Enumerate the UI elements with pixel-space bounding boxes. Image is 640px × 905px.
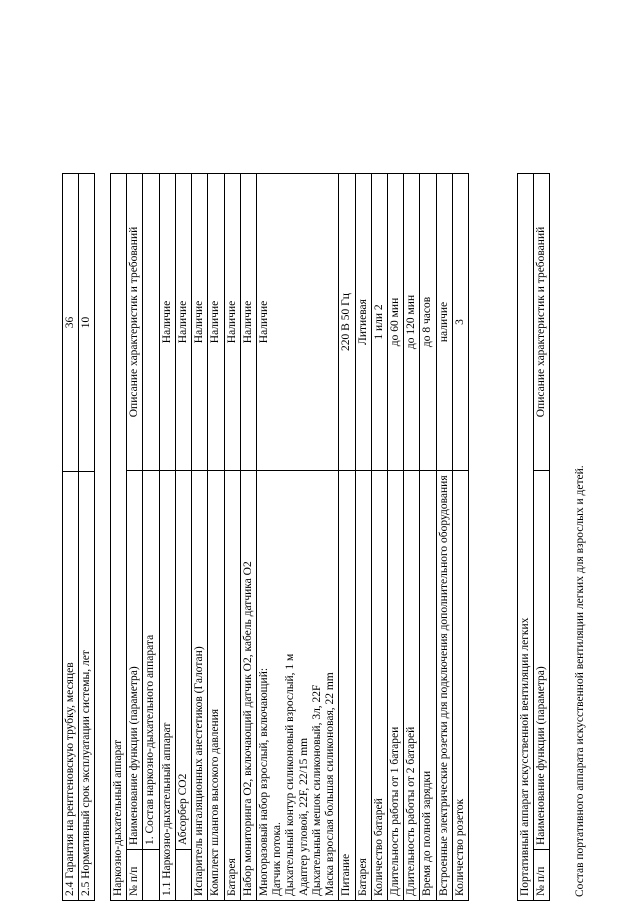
row-label: 2.5 Нормативный срок эксплуатации системы, лет — [79, 472, 95, 901]
param-value: Наличие — [256, 174, 338, 471]
param-name: Батарея — [355, 471, 371, 901]
table-row — [436, 174, 452, 901]
col-header-name: Наименование функции (параметра) — [534, 471, 550, 850]
param-name: Многоразовый набор взрослый, включающий: Датчик потока. Дыхательный контур силиконовый взрослый, 1 м Адаптер угловой, 22F, 22/15 mm Дыхательный мешок силиконовый, 3л, 22F Маска взрослая большая силиконовая, 22 mm — [256, 471, 338, 901]
table-row — [159, 174, 175, 901]
param-value: до 60 мин — [387, 174, 403, 471]
row-value: 36 — [63, 174, 79, 472]
table-row — [256, 174, 338, 901]
table-row — [175, 174, 191, 901]
table-row — [404, 174, 420, 901]
composition-note: Состав портативного аппарата искусственной вентиляции легких для взрослых и детей. — [574, 465, 586, 897]
param-value: Наличие — [224, 174, 240, 471]
param-name: Количество розеток — [452, 471, 468, 901]
param-name: Длительность работы от 1 батареи — [387, 471, 403, 901]
table-row — [192, 174, 208, 901]
param-name: Комплект шлангов высокого давления — [208, 471, 224, 901]
param-value: 1 или 2 — [371, 174, 387, 471]
ventilator-table — [517, 173, 550, 901]
subheader-row — [143, 174, 159, 901]
warranty-table — [62, 173, 95, 901]
param-name: Количество батарей — [371, 471, 387, 901]
param-name: Длительность работы от 2 батарей — [404, 471, 420, 901]
param-value: Литиевая — [355, 174, 371, 471]
param-name: Испаритель ингаляционных анестетиков (Галотан) — [192, 471, 208, 901]
row-value: 10 — [79, 174, 95, 472]
section-title: Портативный аппарат искусственной вентиляции легких — [518, 174, 534, 901]
param-name: Время до полной зарядки — [420, 471, 436, 901]
table-row — [387, 174, 403, 901]
param-value: до 8 часов — [420, 174, 436, 471]
anesthesia-machine-table — [110, 173, 469, 901]
section-title-row — [518, 174, 534, 901]
row-label: 2.4 Гарантия на рентгеновскую трубку, месяцев — [63, 472, 79, 901]
table-row — [63, 174, 79, 901]
param-name: Набор мониторинга О2, включающий датчик О2, кабель датчика О2 — [240, 471, 256, 901]
col-header-desc: Описание характеристик и требований — [534, 174, 550, 471]
param-value: Наличие — [175, 174, 191, 471]
param-value: Наличие — [208, 174, 224, 471]
section-title-row — [111, 174, 127, 901]
param-name: Встроенные электрические розетки для подключения дополнительного оборудования — [436, 471, 452, 901]
param-value: 220 В 50 Гц — [339, 174, 355, 471]
header-row — [127, 174, 143, 901]
table-row — [371, 174, 387, 901]
param-value: Наличие — [192, 174, 208, 471]
param-name: 1.1 Наркозно-дыхательный аппарат — [159, 471, 175, 901]
table-row — [208, 174, 224, 901]
col-header-name: Наименование функции (параметра) — [127, 471, 143, 850]
col-header-num: № п/п — [127, 850, 143, 901]
table-row — [452, 174, 468, 901]
table-row — [355, 174, 371, 901]
param-value: до 120 мин — [404, 174, 420, 471]
col-header-num: № п/п — [534, 850, 550, 901]
subheader-text: 1. Состав наркозно-дыхательного аппарата — [143, 471, 159, 850]
table-row — [240, 174, 256, 901]
col-header-desc: Описание характеристик и требований — [127, 174, 143, 471]
param-value: наличие — [436, 174, 452, 471]
param-name: Питание — [339, 471, 355, 901]
param-value: 3 — [452, 174, 468, 471]
param-name: Батарея — [224, 471, 240, 901]
table-row — [79, 174, 95, 901]
section-title: Наркозно-дыхательный аппарат — [111, 174, 127, 901]
table-row — [339, 174, 355, 901]
param-value: Наличие — [240, 174, 256, 471]
table-row — [224, 174, 240, 901]
param-value: Наличие — [159, 174, 175, 471]
header-row — [534, 174, 550, 901]
table-row — [420, 174, 436, 901]
param-name: Абсорбер СО2 — [175, 471, 191, 850]
